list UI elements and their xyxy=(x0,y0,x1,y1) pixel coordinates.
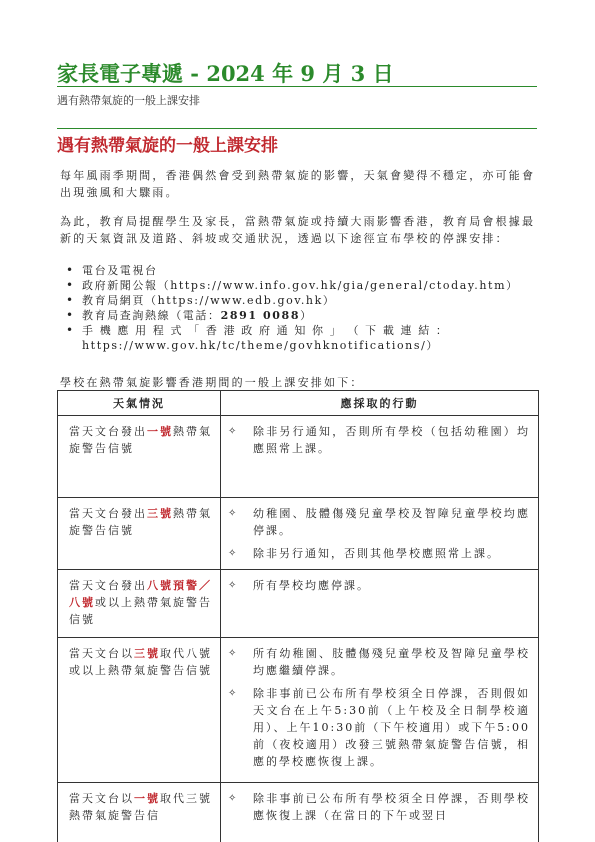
action-item xyxy=(228,545,530,562)
action-text: 除非另行通知，否則其他學校應照常上課。 xyxy=(253,547,500,560)
section-divider xyxy=(57,128,537,129)
channel-item-mobile-app xyxy=(64,323,536,353)
header-divider xyxy=(57,86,537,87)
channel-item-radio-tv xyxy=(64,263,536,278)
page-title: 家長電子專遞 - 2024 年 9 月 3 日 xyxy=(57,61,394,86)
announcement-channels-list xyxy=(64,263,536,353)
action-cell xyxy=(221,638,539,783)
action-item xyxy=(228,423,530,457)
condition-text: 或以上熱帶氣旋警告信號 xyxy=(69,596,212,626)
channel-suffix: ） xyxy=(426,339,440,352)
action-cell xyxy=(221,783,539,842)
channel-item-edb-website xyxy=(64,293,536,308)
action-text: 除非另行通知，否則所有學校（包括幼稚園）均應照常上課。 xyxy=(253,425,530,455)
press-release-link[interactable]: https://www.info.gov.hk/gia/general/ctoday.htm xyxy=(170,279,507,292)
weather-condition-cell xyxy=(58,570,221,638)
condition-text: 當天文台以 xyxy=(69,792,134,805)
table-intro: 學校在熱帶氣旋影響香港期間的一般上課安排如下： xyxy=(60,376,364,389)
signal-highlight: 三號 xyxy=(147,507,173,520)
diamond-bullet-icon: ✧ xyxy=(228,548,239,559)
diamond-bullet-icon: ✧ xyxy=(228,648,239,659)
action-text: 除非事前已公布所有學校須全日停課，否則假如天文台在上午5:30前（上午校及全日制學校適用）、上午10:30前（下午校適用）或下午5:00前（夜校適用）改發三號熱帶氣旋警告信號，相應的學校應恢復上課。 xyxy=(253,687,530,768)
edb-website-link[interactable]: https://www.edb.gov.hk xyxy=(157,294,323,307)
hotline-number: 2891 0088 xyxy=(220,309,301,322)
intro-paragraph: 每年風雨季期間，香港偶然會受到熱帶氣旋的影響，天氣會變得不穩定，亦可能會出現強風和大驟雨。 xyxy=(60,169,536,199)
signal-highlight: 三號 xyxy=(134,647,160,660)
weather-condition-cell xyxy=(58,498,221,570)
diamond-bullet-icon: ✧ xyxy=(228,793,239,804)
condition-text: 熱帶氣旋警告信號 xyxy=(69,507,212,537)
table-row xyxy=(58,416,539,498)
action-text: 所有幼稚園、肢體傷殘兒童學校及智障兒童學校均應繼續停課。 xyxy=(253,647,530,677)
table-row xyxy=(58,570,539,638)
govhk-notifications-link[interactable]: https://www.gov.hk/tc/theme/govhknotifications/ xyxy=(82,339,427,352)
channel-suffix: ） xyxy=(322,294,336,307)
table-row xyxy=(58,783,539,842)
header-weather-condition: 天氣情況 xyxy=(58,391,221,416)
action-text: 所有學校均應停課。 xyxy=(253,579,370,592)
section-heading: 遇有熱帶氣旋的一般上課安排 xyxy=(57,136,278,156)
channel-suffix: ） xyxy=(300,309,313,322)
class-arrangement-table xyxy=(57,390,539,842)
signal-highlight: 八號預警／八號 xyxy=(69,579,212,609)
diamond-bullet-icon: ✧ xyxy=(228,580,239,591)
action-cell xyxy=(221,570,539,638)
channel-item-hotline xyxy=(64,308,536,323)
channel-prefix: 政府新聞公報（ xyxy=(82,279,171,292)
action-item xyxy=(228,645,530,679)
table-header-row xyxy=(58,391,539,416)
channel-suffix: ） xyxy=(506,279,519,292)
action-cell xyxy=(221,416,539,498)
signal-highlight: 一號 xyxy=(147,425,173,438)
action-item xyxy=(228,577,530,594)
table-row xyxy=(58,498,539,570)
action-item xyxy=(228,790,530,824)
header-action: 應採取的行動 xyxy=(221,391,539,416)
weather-condition-cell xyxy=(58,638,221,783)
announcement-paragraph: 為此，教育局提醒學生及家長，當熱帶氣旋或持續大雨影響香港，教育局會根據最新的天氣資訊及道路、斜坡或交通狀況，透過以下途徑宣布學校的停課安排： xyxy=(60,215,536,245)
condition-text: 當天文台發出 xyxy=(69,425,147,438)
diamond-bullet-icon: ✧ xyxy=(228,426,239,437)
weather-condition-cell xyxy=(58,416,221,498)
condition-text: 當天文台以 xyxy=(69,647,134,660)
condition-text: 取代八號或以上熱帶氣旋警告信號 xyxy=(69,647,212,677)
channel-item-press-release xyxy=(64,278,536,293)
condition-text: 熱帶氣旋警告信號 xyxy=(69,425,212,455)
action-text: 除非事前已公布所有學校須全日停課，否則學校應恢復上課（在當日的下午或翌日 xyxy=(253,792,530,822)
action-cell xyxy=(221,498,539,570)
action-item xyxy=(228,685,530,770)
channel-prefix: 手 機 應 用 程 式 「 香 港 政 府 通 知 你 」 （ 下 載 連 結 ： xyxy=(82,324,449,337)
channel-text: 電台及電視台 xyxy=(82,264,158,277)
diamond-bullet-icon: ✧ xyxy=(228,508,239,519)
page-subtitle: 遇有熱帶氣旋的一般上課安排 xyxy=(57,94,200,107)
action-item xyxy=(228,505,530,539)
weather-condition-cell xyxy=(58,783,221,842)
condition-text: 取代三號熱帶氣旋警告信 xyxy=(69,792,212,822)
diamond-bullet-icon: ✧ xyxy=(228,688,239,699)
condition-text: 當天文台發出 xyxy=(69,579,147,592)
action-text: 幼稚園、肢體傷殘兒童學校及智障兒童學校均應停課。 xyxy=(253,507,530,537)
channel-prefix: 教育局網頁（ xyxy=(82,294,158,307)
table-row xyxy=(58,638,539,783)
channel-prefix: 教育局查詢熱線（電話： xyxy=(82,309,221,322)
signal-highlight: 一號 xyxy=(134,792,160,805)
condition-text: 當天文台發出 xyxy=(69,507,147,520)
